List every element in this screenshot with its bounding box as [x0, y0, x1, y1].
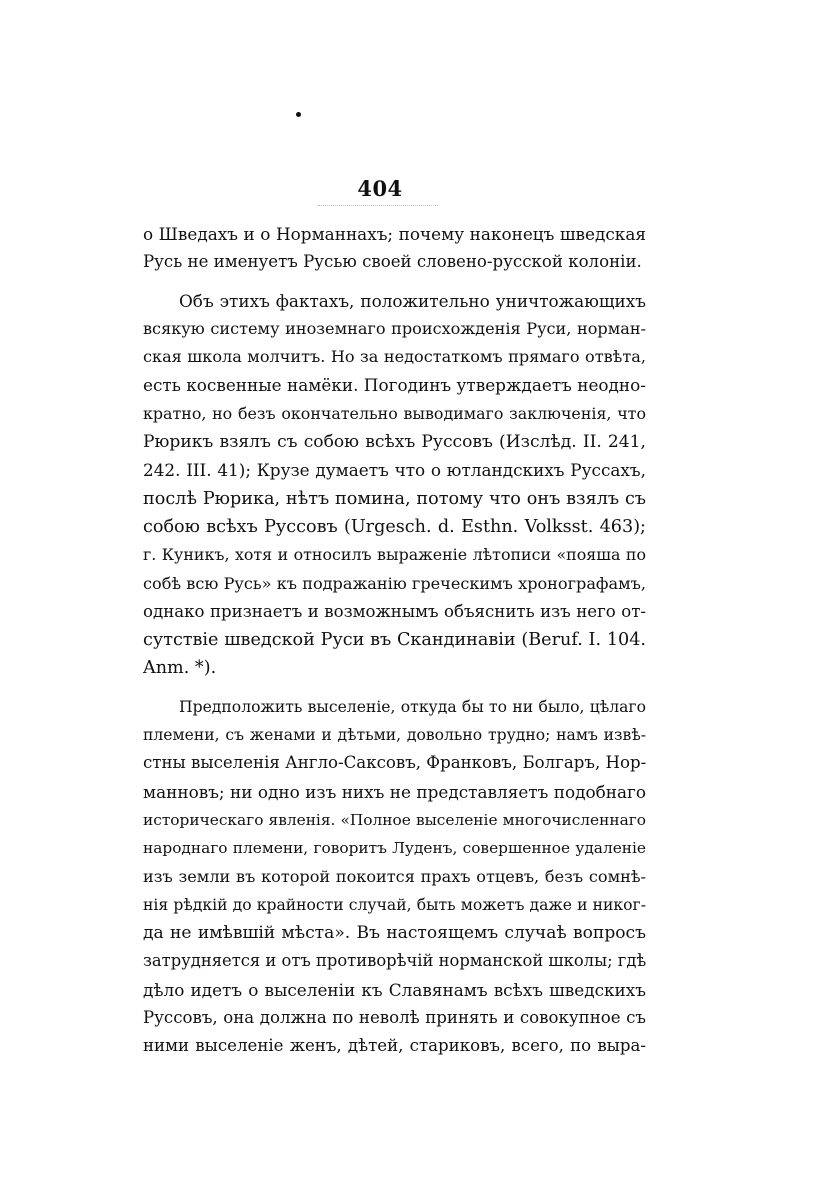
- text-line: манновъ; ни одно изъ нихъ не представляетъ подобнаго: [143, 781, 646, 802]
- text-line: историческаго явленія. «Полное выселеніе многочисленнаго: [143, 810, 646, 829]
- text-line: народнаго племени, говоритъ Луденъ, совершенное удаленіе: [143, 839, 646, 858]
- text-line: однако признаетъ и возможнымъ объяснить изъ него от-: [143, 601, 646, 621]
- text-line: Anm. *).: [143, 658, 217, 679]
- text-line: всякую систему иноземнаго происхожденія Руси, норман-: [143, 318, 646, 338]
- text-line: собѣ всю Русь» къ подражанію греческимъ хронографамъ,: [143, 573, 646, 593]
- text-line: нія рѣдкій до крайности случай, быть можетъ даже и никог-: [143, 895, 646, 914]
- text-line: г. Куникъ, хотя и относилъ выраженіе лѣтописи «пояша по: [143, 545, 646, 565]
- page-number-rule: [318, 205, 438, 206]
- text-line: стны выселенія Англо-Саксовъ, Франковъ, Болгаръ, Нор-: [143, 753, 647, 773]
- paragraph-gap: [143, 277, 646, 287]
- text-line: собою всѣхъ Руссовъ (Urgesch. d. Esthn. Volksst. 463);: [143, 516, 646, 537]
- text-line: послѣ Рюрика, нѣтъ помина, потому что онъ взялъ съ: [143, 488, 646, 509]
- paragraph-gap: [143, 683, 646, 693]
- text-line: ними выселеніе женъ, дѣтей, стариковъ, всего, по выра-: [143, 1036, 646, 1056]
- text-line: Рюрикъ взялъ съ собою всѣхъ Руссовъ (Изслѣд. II. 241,: [143, 432, 646, 453]
- text-line: изъ земли въ которой покоится прахъ отцевъ, безъ сомнѣ-: [143, 866, 646, 886]
- text-line: ская школа молчитъ. Но за недостаткомъ прямаго отвѣта,: [143, 347, 646, 367]
- text-line: племени, съ женами и дѣтьми, довольно трудно; намъ извѣ-: [143, 726, 646, 745]
- text-line: Русь не именуетъ Русью своей словено-русской колоніи.: [143, 252, 642, 272]
- text-line: 242. III. 41); Крузе думаетъ что о ютландскихъ Руссахъ,: [143, 460, 646, 481]
- stray-dot-mark: [296, 112, 301, 117]
- text-line: Предположить выселеніе, откуда бы то ни было, цѣлаго: [179, 697, 646, 716]
- text-line: дѣло идетъ о выселеніи къ Славянамъ всѣхъ шведскихъ: [143, 979, 646, 1000]
- text-line: Руссовъ, она должна по неволѣ принять и совокупное съ: [143, 1008, 646, 1028]
- text-line: есть косвенные намёки. Погодинъ утверждаетъ неодно-: [143, 375, 646, 396]
- page-body: [143, 220, 646, 1061]
- text-line: кратно, но безъ окончательно выводимаго заключенія, что: [143, 403, 646, 423]
- text-line: о Шведахъ и о Норманнахъ; почему наконецъ шведская: [143, 224, 646, 244]
- text-line: Объ этихъ фактахъ, положительно уничтожающихъ: [179, 290, 646, 311]
- text-line: сутствіе шведской Руси въ Скандинавіи (Beruf. I. 104.: [143, 630, 646, 651]
- text-line: затрудняется и отъ противорѣчій норманской школы; гдѣ: [143, 951, 647, 971]
- text-line: да не имѣвшій мѣста». Въ настоящемъ случаѣ вопросъ: [143, 923, 646, 944]
- page-number: 404: [357, 176, 403, 201]
